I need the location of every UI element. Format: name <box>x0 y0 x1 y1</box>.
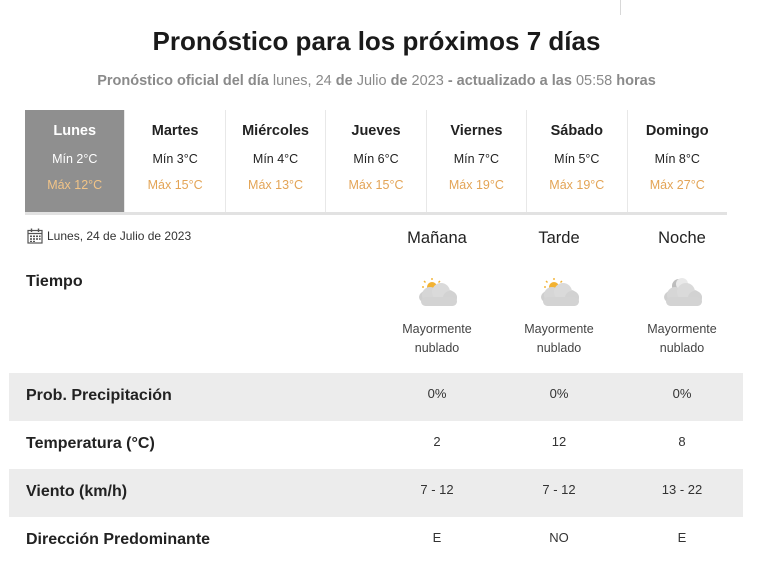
period-tarde: Tarde <box>538 229 580 247</box>
forecast-subtitle: Pronóstico oficial del día lunes, 24 de Julio de 2023 - actualizado a las 05:58 horas <box>97 73 656 89</box>
row-value-noche: 0% <box>672 386 692 401</box>
day-tab-sabado[interactable] <box>527 110 627 212</box>
row-value-noche: 8 <box>678 434 686 449</box>
day-min-temp: Mín 3°C <box>152 152 198 166</box>
day-tab-martes[interactable] <box>125 110 225 212</box>
day-min-temp: Mín 2°C <box>52 152 98 166</box>
selected-date-label: Lunes, 24 de Julio de 2023 <box>47 229 192 243</box>
row-value-manana: E <box>432 530 442 545</box>
row-value-manana: 7 - 12 <box>420 482 454 497</box>
day-max-temp: Máx 15°C <box>348 178 404 192</box>
weather-description: Mayormente nublado <box>402 322 472 355</box>
weather-label: Tiempo <box>26 273 83 290</box>
weather-description: Mayormente nublado <box>524 322 594 355</box>
top-divider <box>620 0 621 15</box>
day-name: Lunes <box>53 123 97 139</box>
day-tab-lunes[interactable] <box>25 110 125 212</box>
day-name: Domingo <box>645 123 709 139</box>
weather-description: Mayormente nublado <box>647 322 717 355</box>
day-max-temp: Máx 13°C <box>248 178 304 192</box>
row-value-tarde: NO <box>549 530 569 545</box>
day-max-temp: Máx 19°C <box>549 178 605 192</box>
day-max-temp: Máx 27°C <box>649 178 705 192</box>
period-noche: Noche <box>658 229 706 247</box>
row-value-tarde: 7 - 12 <box>542 482 576 497</box>
row-temperature <box>9 421 743 469</box>
partly-cloudy-day-icon <box>412 275 462 311</box>
row-label: Prob. Precipitación <box>26 387 172 404</box>
page-title: Pronóstico para los próximos 7 días <box>152 26 601 56</box>
day-max-temp: Máx 19°C <box>448 178 504 192</box>
row-wind <box>9 469 743 517</box>
day-tab-miercoles[interactable] <box>226 110 326 212</box>
row-label: Temperatura (°C) <box>26 435 155 452</box>
day-name: Jueves <box>351 123 401 139</box>
row-wind-direction <box>9 517 743 565</box>
selected-date <box>27 228 191 244</box>
day-name: Martes <box>151 123 199 139</box>
day-min-temp: Mín 8°C <box>654 152 700 166</box>
row-value-tarde: 12 <box>551 434 567 449</box>
day-tabs <box>25 110 727 215</box>
day-min-temp: Mín 5°C <box>554 152 600 166</box>
row-precipitation <box>9 373 743 421</box>
row-value-noche: E <box>677 530 687 545</box>
day-min-temp: Mín 6°C <box>353 152 399 166</box>
row-value-noche: 13 - 22 <box>661 482 703 497</box>
row-value-manana: 2 <box>433 434 441 449</box>
row-value-tarde: 0% <box>549 386 569 401</box>
partly-cloudy-night-icon <box>657 275 707 311</box>
day-tab-jueves[interactable] <box>326 110 426 212</box>
day-tab-domingo[interactable] <box>628 110 727 212</box>
row-value-manana: 0% <box>427 386 447 401</box>
period-manana: Mañana <box>407 229 467 247</box>
partly-cloudy-day-icon <box>534 275 584 311</box>
day-name: Miércoles <box>242 123 309 139</box>
row-label: Dirección Predominante <box>26 531 211 548</box>
day-name: Sábado <box>550 123 603 139</box>
day-tab-viernes[interactable] <box>427 110 527 212</box>
day-min-temp: Mín 4°C <box>252 152 299 166</box>
calendar-icon <box>27 228 43 244</box>
day-min-temp: Mín 7°C <box>453 152 500 166</box>
row-label: Viento (km/h) <box>26 483 128 500</box>
day-max-temp: Máx 15°C <box>147 178 203 192</box>
day-name: Viernes <box>450 123 503 139</box>
day-max-temp: Máx 12°C <box>47 178 103 192</box>
